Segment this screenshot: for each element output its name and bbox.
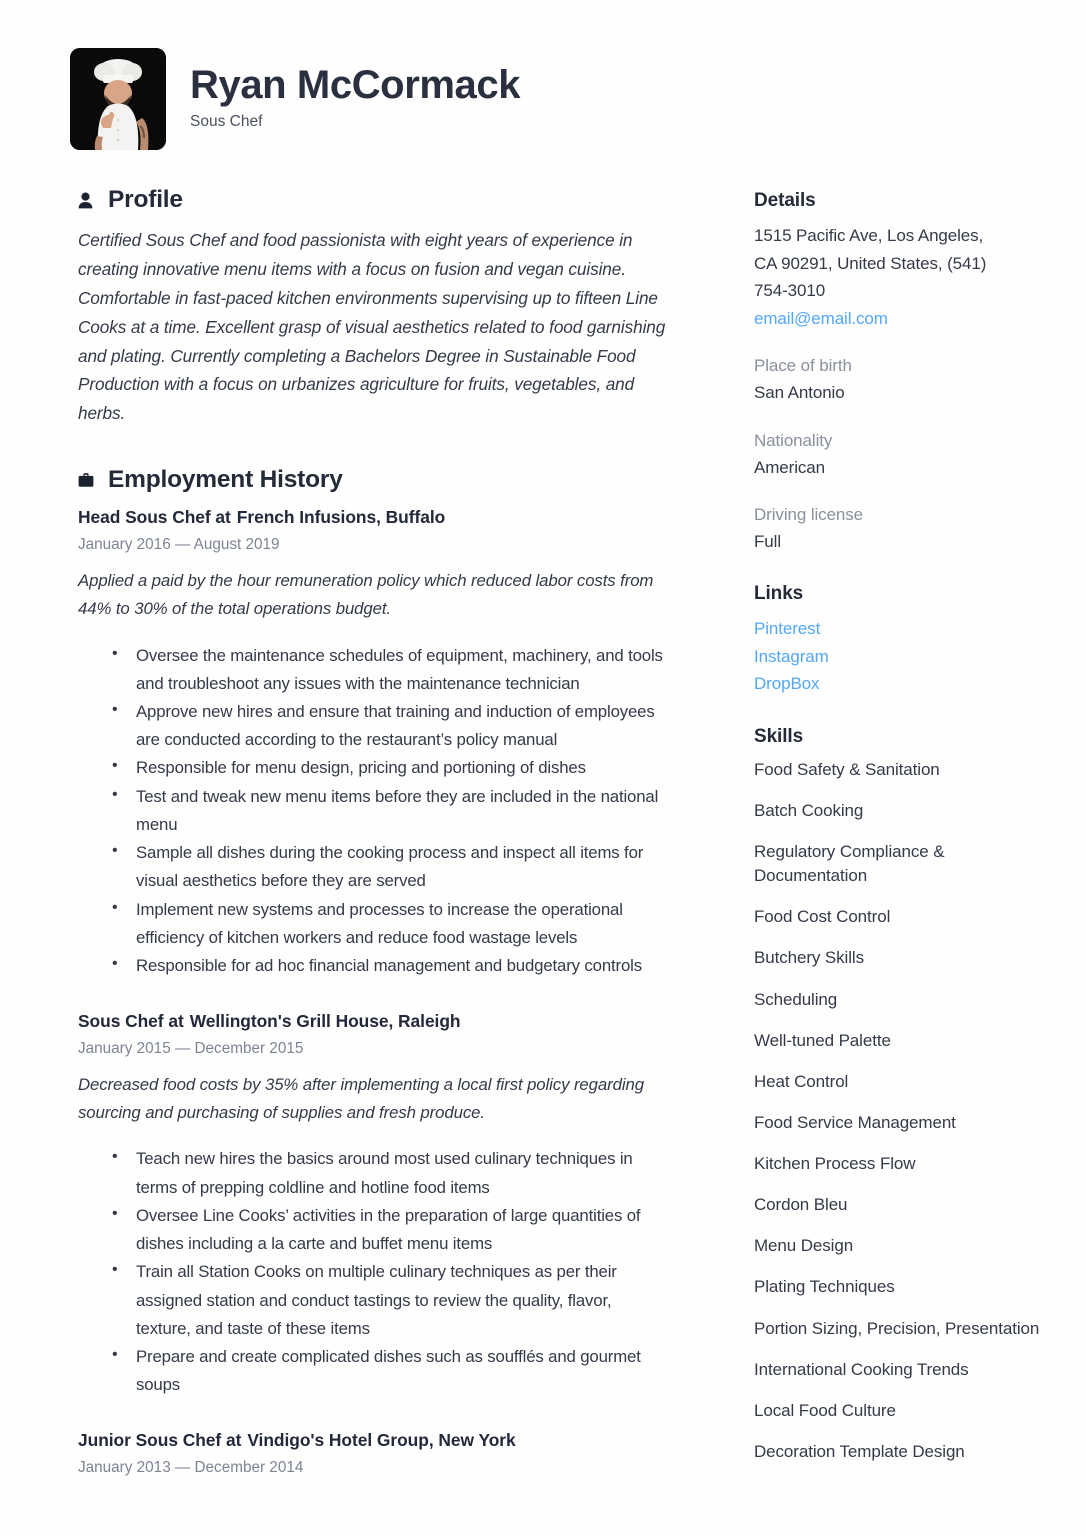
links-list — [754, 615, 1056, 698]
skill-item: Food Safety & Sanitation — [754, 759, 940, 779]
skill-item: Food Cost Control — [754, 907, 891, 927]
skill-item: Kitchen Process Flow — [754, 1154, 916, 1174]
detail-value: Full — [754, 532, 781, 552]
email-link[interactable]: email@email.com — [754, 308, 888, 328]
avatar — [70, 48, 166, 150]
skill-item: Batch Cooking — [754, 800, 864, 820]
detail-field-nationality — [754, 427, 1056, 481]
profile-text: Certified Sous Chef and food passionista with eight years of experience in creating innovative menu items with a focus on fusion and vegan cuisine. Comfortable in fast-paced kitchen environments supervising up to fifteen Line Cooks at a time. Excellent grasp of visual aesthetics related to food garnishing and plating. Currently completing a Bachelors Degree in Sustainable Food Production with a focus on urbanizes agriculture for fruits, vegetables, and herbs. — [78, 230, 666, 424]
link-instagram[interactable]: Instagram — [754, 646, 829, 666]
address-line-2: CA 90291, United States, (541) — [754, 253, 987, 273]
skill-item: Butchery Skills — [754, 948, 864, 968]
skill-item: Local Food Culture — [754, 1400, 896, 1420]
job-dates: January 2013 — December 2014 — [78, 1458, 304, 1476]
detail-field-driving-license — [754, 501, 1056, 555]
job-entry — [78, 1010, 670, 1399]
person-icon — [77, 191, 94, 210]
job-dates: January 2016 — August 2019 — [78, 535, 280, 553]
employment-heading: Employment History — [108, 466, 343, 494]
profile-section — [78, 186, 670, 428]
job-role: Junior Sous Chef at — [78, 1430, 242, 1451]
details-address — [754, 222, 1056, 305]
job-bullet: • Test and tweak new menu items before they are included in the national menu — [108, 783, 670, 839]
job-heading — [78, 506, 670, 529]
skill-item: Scheduling — [754, 989, 838, 1009]
job-bullets — [78, 1145, 670, 1399]
detail-label: Driving license — [754, 504, 864, 524]
job-bullet: • Teach new hires the basics around most used culinary techniques in terms of prepping coldline and hotline food items — [108, 1145, 670, 1201]
job-employer: Wellington's Grill House, Raleigh — [189, 1011, 461, 1032]
detail-value: San Antonio — [754, 383, 845, 403]
job-role: Head Sous Chef at — [78, 507, 231, 528]
address-line-1: 1515 Pacific Ave, Los Angeles, — [754, 226, 984, 245]
links-heading: Links — [754, 583, 804, 605]
detail-field-place-of-birth — [754, 352, 1056, 406]
job-role: Sous Chef at — [78, 1011, 184, 1032]
job-bullet: • Implement new systems and processes to increase the operational efficiency of kitchen workers and reduce food wastage levels — [108, 896, 670, 952]
job-employer: Vindigo's Hotel Group, New York — [247, 1430, 516, 1451]
job-bullet: • Prepare and create complicated dishes such as soufflés and gourmet soups — [108, 1343, 670, 1399]
skill-item: Heat Control — [754, 1071, 849, 1091]
skills-heading: Skills — [754, 725, 804, 747]
links-section — [754, 583, 1056, 698]
profile-heading: Profile — [108, 186, 183, 213]
job-bullet: • Sample all dishes during the cooking process and inspect all items for visual aesthetics before they are served — [108, 839, 670, 895]
skills-section — [754, 726, 1056, 1464]
job-bullet: • Responsible for menu design, pricing and portioning of dishes — [108, 754, 670, 782]
main-column — [0, 186, 680, 1478]
skill-item: Plating Techniques — [754, 1277, 895, 1297]
job-bullet: • Oversee Line Cooks’ activities in the preparation of large quantities of dishes including a la carte and buffet menu items — [108, 1202, 670, 1258]
job-bullet: • Train all Station Cooks on multiple culinary techniques as per their assigned station and conduct tastings to review the quality, flavor, texture, and taste of these items — [108, 1258, 670, 1343]
profile-heading-row — [78, 186, 670, 214]
job-heading — [78, 1010, 670, 1033]
candidate-name: Ryan McCormack — [190, 63, 521, 108]
job-entry — [78, 506, 670, 980]
job-summary: Decreased food costs by 35% after implementing a local first policy regarding sourcing and purchasing of supplies and fresh produce. — [78, 1075, 644, 1122]
detail-label: Place of birth — [754, 356, 852, 376]
detail-value: American — [754, 457, 826, 477]
job-bullet: • Responsible for ad hoc financial management and budgetary controls — [108, 952, 670, 980]
skill-item: Menu Design — [754, 1236, 854, 1256]
sidebar-column — [680, 186, 1086, 1481]
job-entry — [78, 1429, 670, 1478]
job-bullets — [78, 642, 670, 981]
resume-header — [0, 0, 1086, 150]
skill-item: Cordon Bleu — [754, 1195, 848, 1215]
employment-section — [78, 466, 670, 1478]
skill-item: Portion Sizing, Precision, Presentation — [754, 1318, 1040, 1338]
skill-item: Decoration Template Design — [754, 1441, 965, 1461]
skill-item: Well-tuned Palette — [754, 1030, 891, 1050]
details-heading: Details — [754, 190, 816, 211]
details-section — [754, 190, 1056, 555]
job-dates: January 2015 — December 2015 — [78, 1039, 304, 1057]
name-block — [190, 63, 520, 135]
address-line-3: 754-3010 — [754, 281, 826, 301]
candidate-job-title: Sous Chef — [190, 112, 263, 130]
resume-columns — [0, 150, 1086, 1481]
skills-list — [754, 758, 1056, 1464]
skill-item: Food Service Management — [754, 1112, 956, 1132]
job-employer: French Infusions, Buffalo — [236, 507, 446, 528]
skill-item: International Cooking Trends — [754, 1359, 969, 1379]
skill-item: Regulatory Compliance & Documentation — [754, 842, 945, 886]
job-heading — [78, 1429, 670, 1452]
link-dropbox[interactable]: DropBox — [754, 674, 820, 694]
job-bullet: • Approve new hires and ensure that training and induction of employees are conducted according to the restaurant’s policy manual — [108, 698, 670, 754]
job-summary: Applied a paid by the hour remuneration policy which reduced labor costs from 44% to 30% of the total operations budget. — [78, 571, 654, 618]
briefcase-icon — [77, 471, 94, 490]
detail-label: Nationality — [754, 430, 833, 450]
employment-heading-row — [78, 466, 670, 494]
link-pinterest[interactable]: Pinterest — [754, 619, 821, 639]
job-bullet: • Oversee the maintenance schedules of equipment, machinery, and tools and troubleshoot any issues with the maintenance technician — [108, 642, 670, 698]
